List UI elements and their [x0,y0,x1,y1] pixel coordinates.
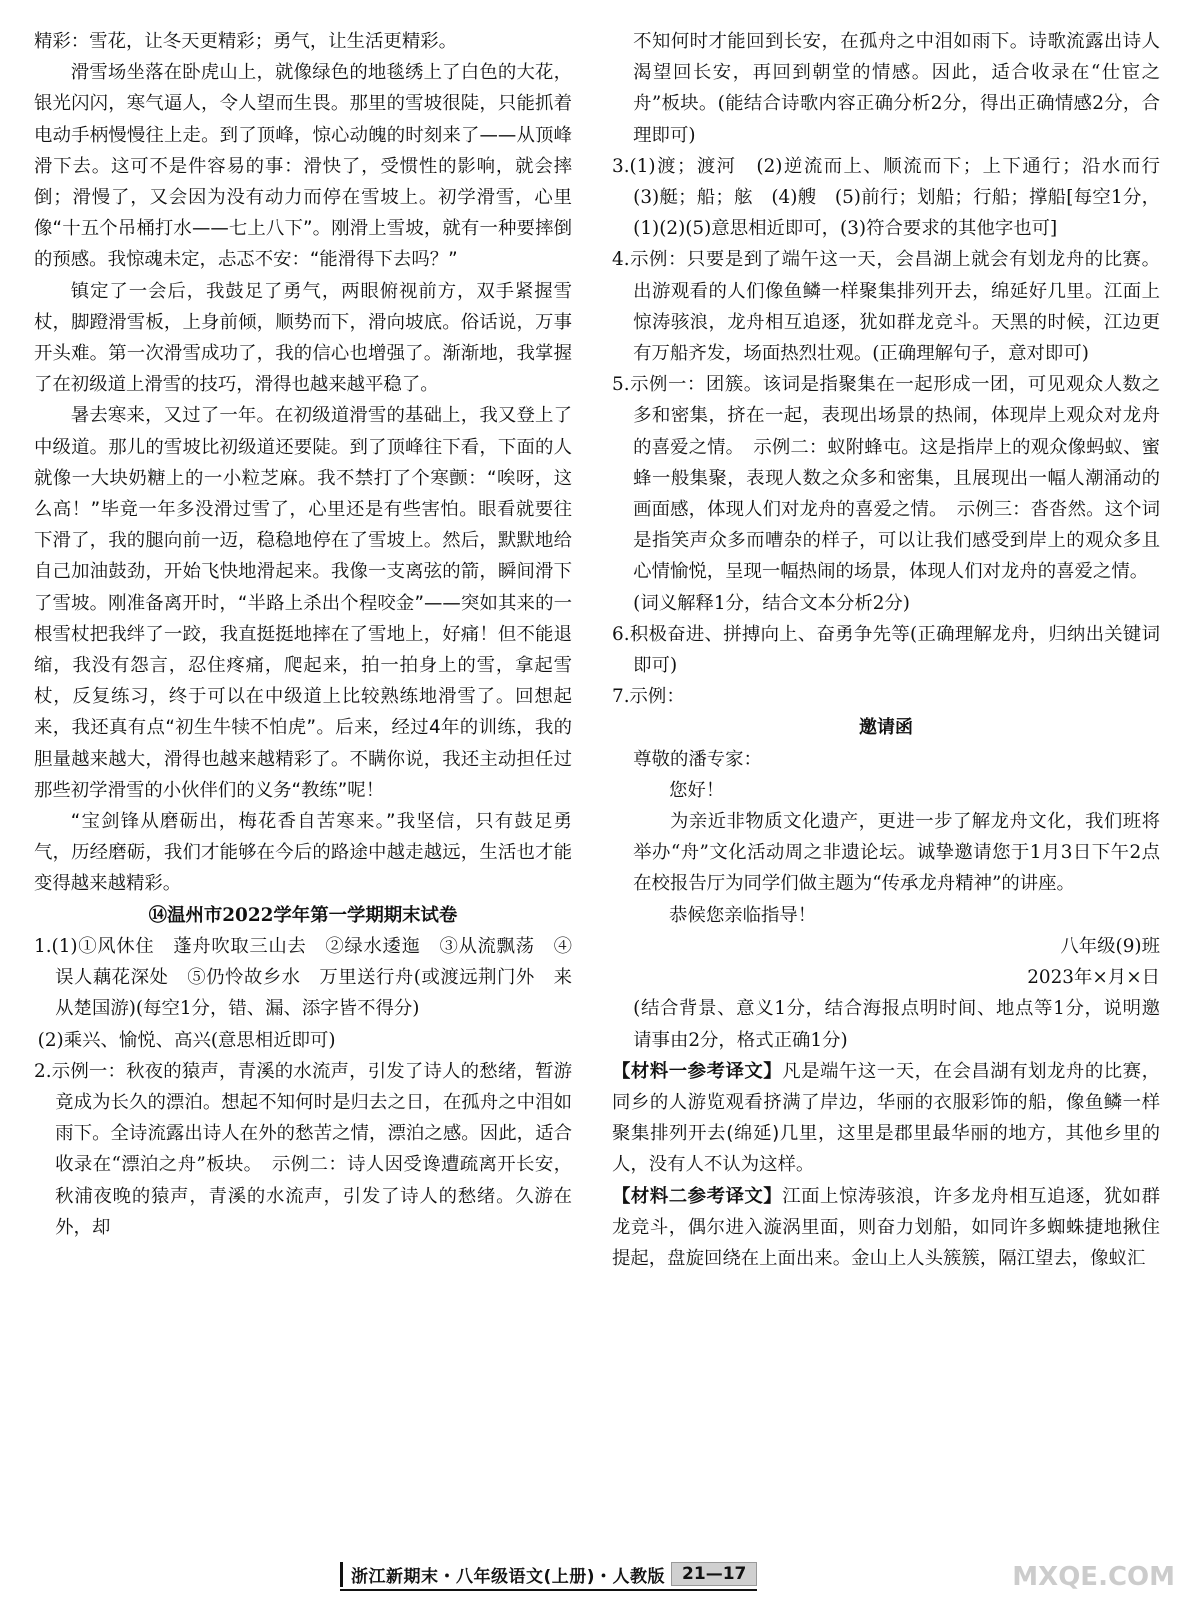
translation-two [612,1181,1160,1275]
section-title: ⑭温州市2022学年第一学期期末试卷 [148,904,458,926]
left-column [34,26,572,1243]
letter-body: 为亲近非物质文化遗产，更进一步了解龙舟文化，我们班将举办“舟”文化活动周之非遗论坛。诚挚邀请您于1月3日下午2点在校报告厅为同学们做主题为“传承龙舟精神”的讲座。 [633,811,1160,895]
page-number: 21—17 [671,1562,757,1586]
essay-paragraph: 镇定了一会后，我鼓足了勇气，两眼俯视前方，双手紧握雪杖，脚蹬滑雪板，上身前倾，顺势而下，滑向坡底。俗话说，万事开头难。第一次滑雪成功了，我的信心也增强了。渐渐地，我掌握了在初级道上滑雪的技巧，滑得也越来越平稳了。 [34,280,572,396]
answer-item: 5.示例一：团簇。该词是指聚集在一起形成一团，可见观众人数之多和密集，挤在一起，表现出场景的热闹，体现岸上观众对龙舟的喜爱之情。 示例二：蚁附蜂屯。这是指岸上的观众像蚂蚁、蜜蜂一般集聚，表现人数之众多和密集，且展现出一幅人潮涌动的画面感，体现人们对龙舟的喜爱之情。 示例三：沓沓然。这个词是指笑声众多而嘈杂的样子，可以让我们感受到岸上的观众多且心情愉悦，呈现一幅热闹的场景，体现人们对龙舟的喜爱之情。 [612,374,1160,583]
translation-one-label: 【材料一参考译文】 [612,1060,783,1082]
answer-item: (2)乘兴、愉悦、高兴(意思相近即可) [37,1029,336,1051]
answer-item: 4.示例：只要是到了端午这一天，会昌湖上就会有划龙舟的比赛。出游观看的人们像鱼鳞一样聚集排列开去，绵延好几里。江面上惊涛骇浪，龙舟相互追逐，犹如群龙竞斗。天黑的时候，江边更有万船齐发，场面热烈壮观。(正确理解句子，意对即可) [612,249,1160,365]
watermark-logo: MXQE.COM [1012,1562,1175,1592]
answer-item: 7.示例： [612,686,685,708]
page-footer [340,1560,757,1588]
letter-title: 邀请函 [859,717,913,739]
essay-paragraph: 滑雪场坐落在卧虎山上，就像绿色的地毯绣上了白色的大花，银光闪闪，寒气逼人，令人望而生畏。那里的雪坡很陡，只能抓着电动手柄慢慢往上走。到了顶峰，惊心动魄的时刻来了——从顶峰滑下去。这可不是件容易的事：滑快了，受惯性的影响，就会摔倒；滑慢了，又会因为没有动力而停在雪坡上。初学滑雪，心里像“十五个吊桶打水——七上八下”。刚滑上雪坡，就有一种要摔倒的预感。我惊魂未定，忐忑不安：“能滑得下去吗？” [34,62,572,271]
letter-closing: 恭候您亲临指导！ [669,904,817,926]
answer-item: (词义解释1分，结合文本分析2分) [633,592,910,614]
essay-paragraph: 精彩：雪花，让冬天更精彩；勇气，让生活更精彩。 [34,31,457,52]
letter-date: 2023年×月×日 [1027,967,1160,989]
essay-paragraph: “宝剑锋从磨砺出，梅花香自苦寒来。”我坚信，只有鼓足勇气，历经磨砺，我们才能够在今后的路途中越走越远，生活也才能变得越来越精彩。 [34,811,572,895]
footer-title: 浙江新期末・八年级语文(上册)・人教版 [340,1562,665,1587]
translation-two-text: 江面上惊涛骇浪，许多龙舟相互追逐，犹如群龙竞斗，偶尔进入漩涡里面，则奋力划船，如同许多蜘蛛捷地揪住提起，盘旋回绕在上面出来。金山上人头簇簇，隔江望去，像蚁汇 [612,1185,1160,1269]
answer-item: 3.(1)渡；渡河 (2)逆流而上、顺流而下；上下通行；沿水而行 (3)艇；船；舷 (4)艘 (5)前行；划船；行船；撑船[每空1分，(1)(2)(5)意思相近即可，(3)符合要求的其他字也可] [612,155,1179,240]
footer-rule [340,1589,757,1591]
right-column [612,26,1179,1274]
letter-salutation: 尊敬的潘专家： [633,748,762,770]
translation-one [612,1056,1160,1181]
answer-item: 不知何时才能回到长安，在孤舟之中泪如雨下。诗歌流露出诗人渴望回长安，再回到朝堂的情感。因此，适合收录在“仕宦之舟”板块。(能结合诗歌内容正确分析2分，得出正确情感2分，合理即可) [633,31,1160,146]
translation-two-label: 【材料二参考译文】 [612,1185,783,1207]
essay-paragraph: 暑去寒来，又过了一年。在初级道滑雪的基础上，我又登上了中级道。那儿的雪坡比初级道还要陡。到了顶峰往下看，下面的人就像一大块奶糖上的一小粒芝麻。我不禁打了个寒颤：“唉呀，这么高！”毕竟一年多没滑过雪了，心里还是有些害怕。眼看就要往下滑了，我的腿向前一迈，稳稳地停在了雪坡上。然后，默默地给自己加油鼓劲，开始飞快地滑起来。我像一支离弦的箭，瞬间滑下了雪坡。刚准备离开时，“半路上杀出个程咬金”——突如其来的一根雪杖把我绊了一跤，我直挺挺地摔在了雪地上，好痛！但不能退缩，我没有怨言，忍住疼痛，爬起来，拍一拍身上的雪，拿起雪杖，反复练习，终于可以在中级道上比较熟练地滑雪了。回想起来，我还真有点“初生牛犊不怕虎”。后来，经过4年的训练，我的胆量越来越大，滑得也越来越精彩了。不瞒你说，我还主动担任过那些初学滑雪的小伙伴们的义务“教练”呢！ [34,405,572,801]
scoring-note: (结合背景、意义1分，结合海报点明时间、地点等1分，说明邀请事由2分，格式正确1分) [633,998,1160,1051]
letter-greeting: 您好！ [669,779,725,801]
invitation-letter [612,712,1160,993]
answer-item: 6.积极奋进、拼搏向上、奋勇争先等(正确理解龙舟，归纳出关键词即可) [612,623,1160,677]
translation-one-text: 凡是端午这一天，在会昌湖有划龙舟的比赛，同乡的人游览观看挤满了岸边，华丽的衣服彩饰的船，像鱼鳞一样聚集排列开去(绵延)几里，这里是郡里最华丽的地方，其他乡里的人，没有人不认为这样。 [612,1060,1160,1176]
letter-signature: 八年级(9)班 [1060,935,1160,957]
answer-item: 2.示例一：秋夜的猿声，青溪的水流声，引发了诗人的愁绪，暂游竟成为长久的漂泊。想起不知何时是归去之日，在孤舟之中泪如雨下。全诗流露出诗人在外的愁苦之情，漂泊之感。因此，适合收录在“漂泊之舟”板块。 示例二：诗人因受谗遭疏离开长安，秋浦夜晚的猿声，青溪的水流声，引发了诗人的愁绪。久游在外，却 [34,1060,572,1238]
answer-item: 1.(1)①风休住 蓬舟吹取三山去 ②绿水逶迤 ③从流飘荡 ④误人藕花深处 ⑤仍怜故乡水 万里送行舟(或渡远荆门外 来从楚国游)(每空1分，错、漏、添字皆不得分) [34,935,572,1020]
